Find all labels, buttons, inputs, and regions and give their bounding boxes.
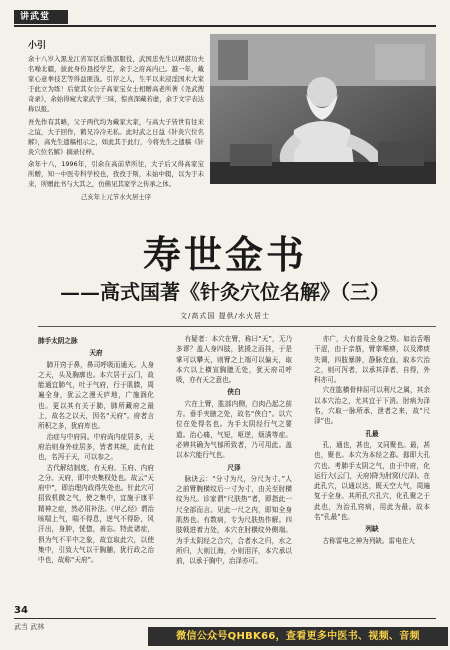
preface-title: 小引 — [28, 41, 47, 51]
portrait-photo — [210, 34, 436, 184]
body-paragraph: 治症与中府同。中府尚内症居多，天府治则身外症居多，皆者其统，此有此也，名泻于天，可以参之。 — [38, 432, 154, 462]
magazine-name: 武当 武林 — [14, 623, 45, 631]
body-paragraph: 穴在上臂，肱部内侧，白肉凸起之前方。垂手夹腋之处，故名“侠白”。以穴位在处得名也。为手太阴经行气之要道。治心痛，气短，呕逆，烦满等症。必辨其确为气郁所致者，乃可用此。盖以本穴能行气也。 — [176, 399, 292, 460]
acupoint-heading: 尺泽 — [227, 463, 241, 472]
acupoint-heading: 列缺 — [365, 525, 379, 534]
acupoint-heading: 侠白 — [227, 388, 241, 397]
acupoint-heading: 孔最 — [365, 429, 379, 438]
body-paragraph: 脉诀云：“分寸为尺，分尺为寸。”人之前臂腕横纹后一寸为寸，由关至肘横纹为尺。诊家谓“尺肤热”者，即指此一尺全部而言。见此一尺之内，即知全身肌热也。有数病，专为尺肤热作解。四肢戟进着力处，本穴在肘横纹外侧端。为手太阴经之合穴，合者水之归，水之所归，大则江海，小则泪洋，本穴承以前，以承于胸中，治泽亦可。 — [176, 474, 292, 566]
body-paragraph: 古称雷电之神为列缺。雷电在大 — [322, 536, 415, 545]
preface-paragraph: 吾先作有其略，父子两代均为藏家大家，与高大子皆世有往来之谊，大子回作，鹤兄冷冷无私。此时武之日益《针灸穴位名解》，高先生遗稿相示之，如此其于此行，今将先生之遗稿《针灸穴位名解》摘录付梓。 — [28, 117, 204, 156]
body-paragraph: 孔，通也，甚也，又同聚也。最，甚也，聚也。本穴为本经之郄。郄即大孔穴也。考肺手太阴之气，由于中府，化运行大(云门，天府)降为肘窝(尺泽)。在此孔穴，以通以达，既天空大气，周遍复于全身。其所孔穴孔穴，化孔聚之于此也，为治孔窍病，用此为最。故本名“孔最”也。 — [314, 440, 430, 522]
title-divider — [38, 326, 436, 327]
photo-illustration — [210, 34, 436, 184]
body-paragraph: 亦广，大有普及全身之势。如治舌咽干涩，由于亲筋，臂挛喉痹，以及滞痰失调，四肢暴肿，静脉充血，取本穴治之，则可泻者，以承其泽者，自得，外科亦可。 — [314, 335, 430, 385]
body-paragraph: 古代解结制度，有天府、玉府、内府之分。天府，即中央集权处也。故云“天府中”，即治理内政得失处也。针此穴可招致机微之气，使之集中，宜施于康平精神之症，然必用补法。《甲乙经》谓治咳喘上气，喘不得息，逆气不得卧，风汗出，身肿，恍惚，善忘。特此诸症，俱为气不平中之象，故宜取此穴，以使集中，引致大气以干胸脯，犹行政之治中也，故称“天府”。 — [38, 463, 154, 565]
body-paragraph: 穴在肱横骨伸屈可以利尺之属，其余以本穴治之，尤其宜于下消。肘病为泽名，穴取一脉所承，泄者之来，故“尺泽”也。 — [314, 386, 430, 426]
text-column-1 — [38, 334, 154, 566]
article-title: 寿世金书 — [142, 232, 307, 277]
body-paragraph: 有疑者：本穴在臂，称曰“天”，无乃多谬？盖人身四肢，犹援之而挂，于是掌可以攀天，则臂之上端可以偏天，取本穴以上横宣胸臆无处，犹天府司呼吸，亦有天之意也。 — [176, 335, 292, 385]
section-tab: 讲武堂 — [14, 10, 68, 24]
watermark-banner: 微信公众号QHBK66，查看更多中医书、视频、音频 — [148, 627, 448, 646]
preface-signature: 己亥年上元节水火居士序 — [80, 193, 152, 202]
preface-paragraph: 余十八岁入黑龙江省军区后勤部服役，武国忠先生以精湛功夫名噪北疆，拔此身份恳授学艺，余于之府高内已。越一年，戴家心意拳技艺等得益匪浅。引荐之人，生平以来浸淫国术大家于此立为练！后蒙其女公子高家宝女士相赠高老所著《尧武搜奇录》，余始得窥大家武学三昧，惊喜深藏若虚，余于文字表达称以报。 — [28, 55, 204, 114]
preface-paragraph: 余年十八，1996年，引余在高前辈所往，大子后又得高家宝所赠，知一中医专科学校也，孜孜于斯，未始中辍，以为于未来，所赠此书与大其之，仿佛见其家学之传承之体。 — [28, 159, 204, 189]
article-byline: 文/高式国 提供/水火居士 — [180, 312, 270, 320]
footer-divider — [14, 618, 436, 619]
header-divider — [14, 25, 436, 27]
body-paragraph: 肺开窍于鼻，鼻司呼吸而通天。人身之天，头及胸廓也。本穴居于云门，故能通宜肺气，吐于气府，行于肌腠，周遍全身，犹云之漫天庐地，广施润化也。更以其有关于肺，肺所藏府之最上，故名之以天，因名“天府”。府者言所积之多，犹府库也。 — [38, 360, 154, 431]
article-subtitle: ——高式国著《针灸穴位名解》（三） — [60, 280, 390, 304]
preface-block — [28, 38, 204, 204]
acupoint-heading: 天府 — [89, 349, 103, 358]
section-heading: 肺手太阴之脉 — [38, 337, 78, 345]
text-column-2 — [176, 334, 292, 567]
page-number: 34 — [14, 605, 28, 616]
text-column-3 — [314, 334, 430, 546]
